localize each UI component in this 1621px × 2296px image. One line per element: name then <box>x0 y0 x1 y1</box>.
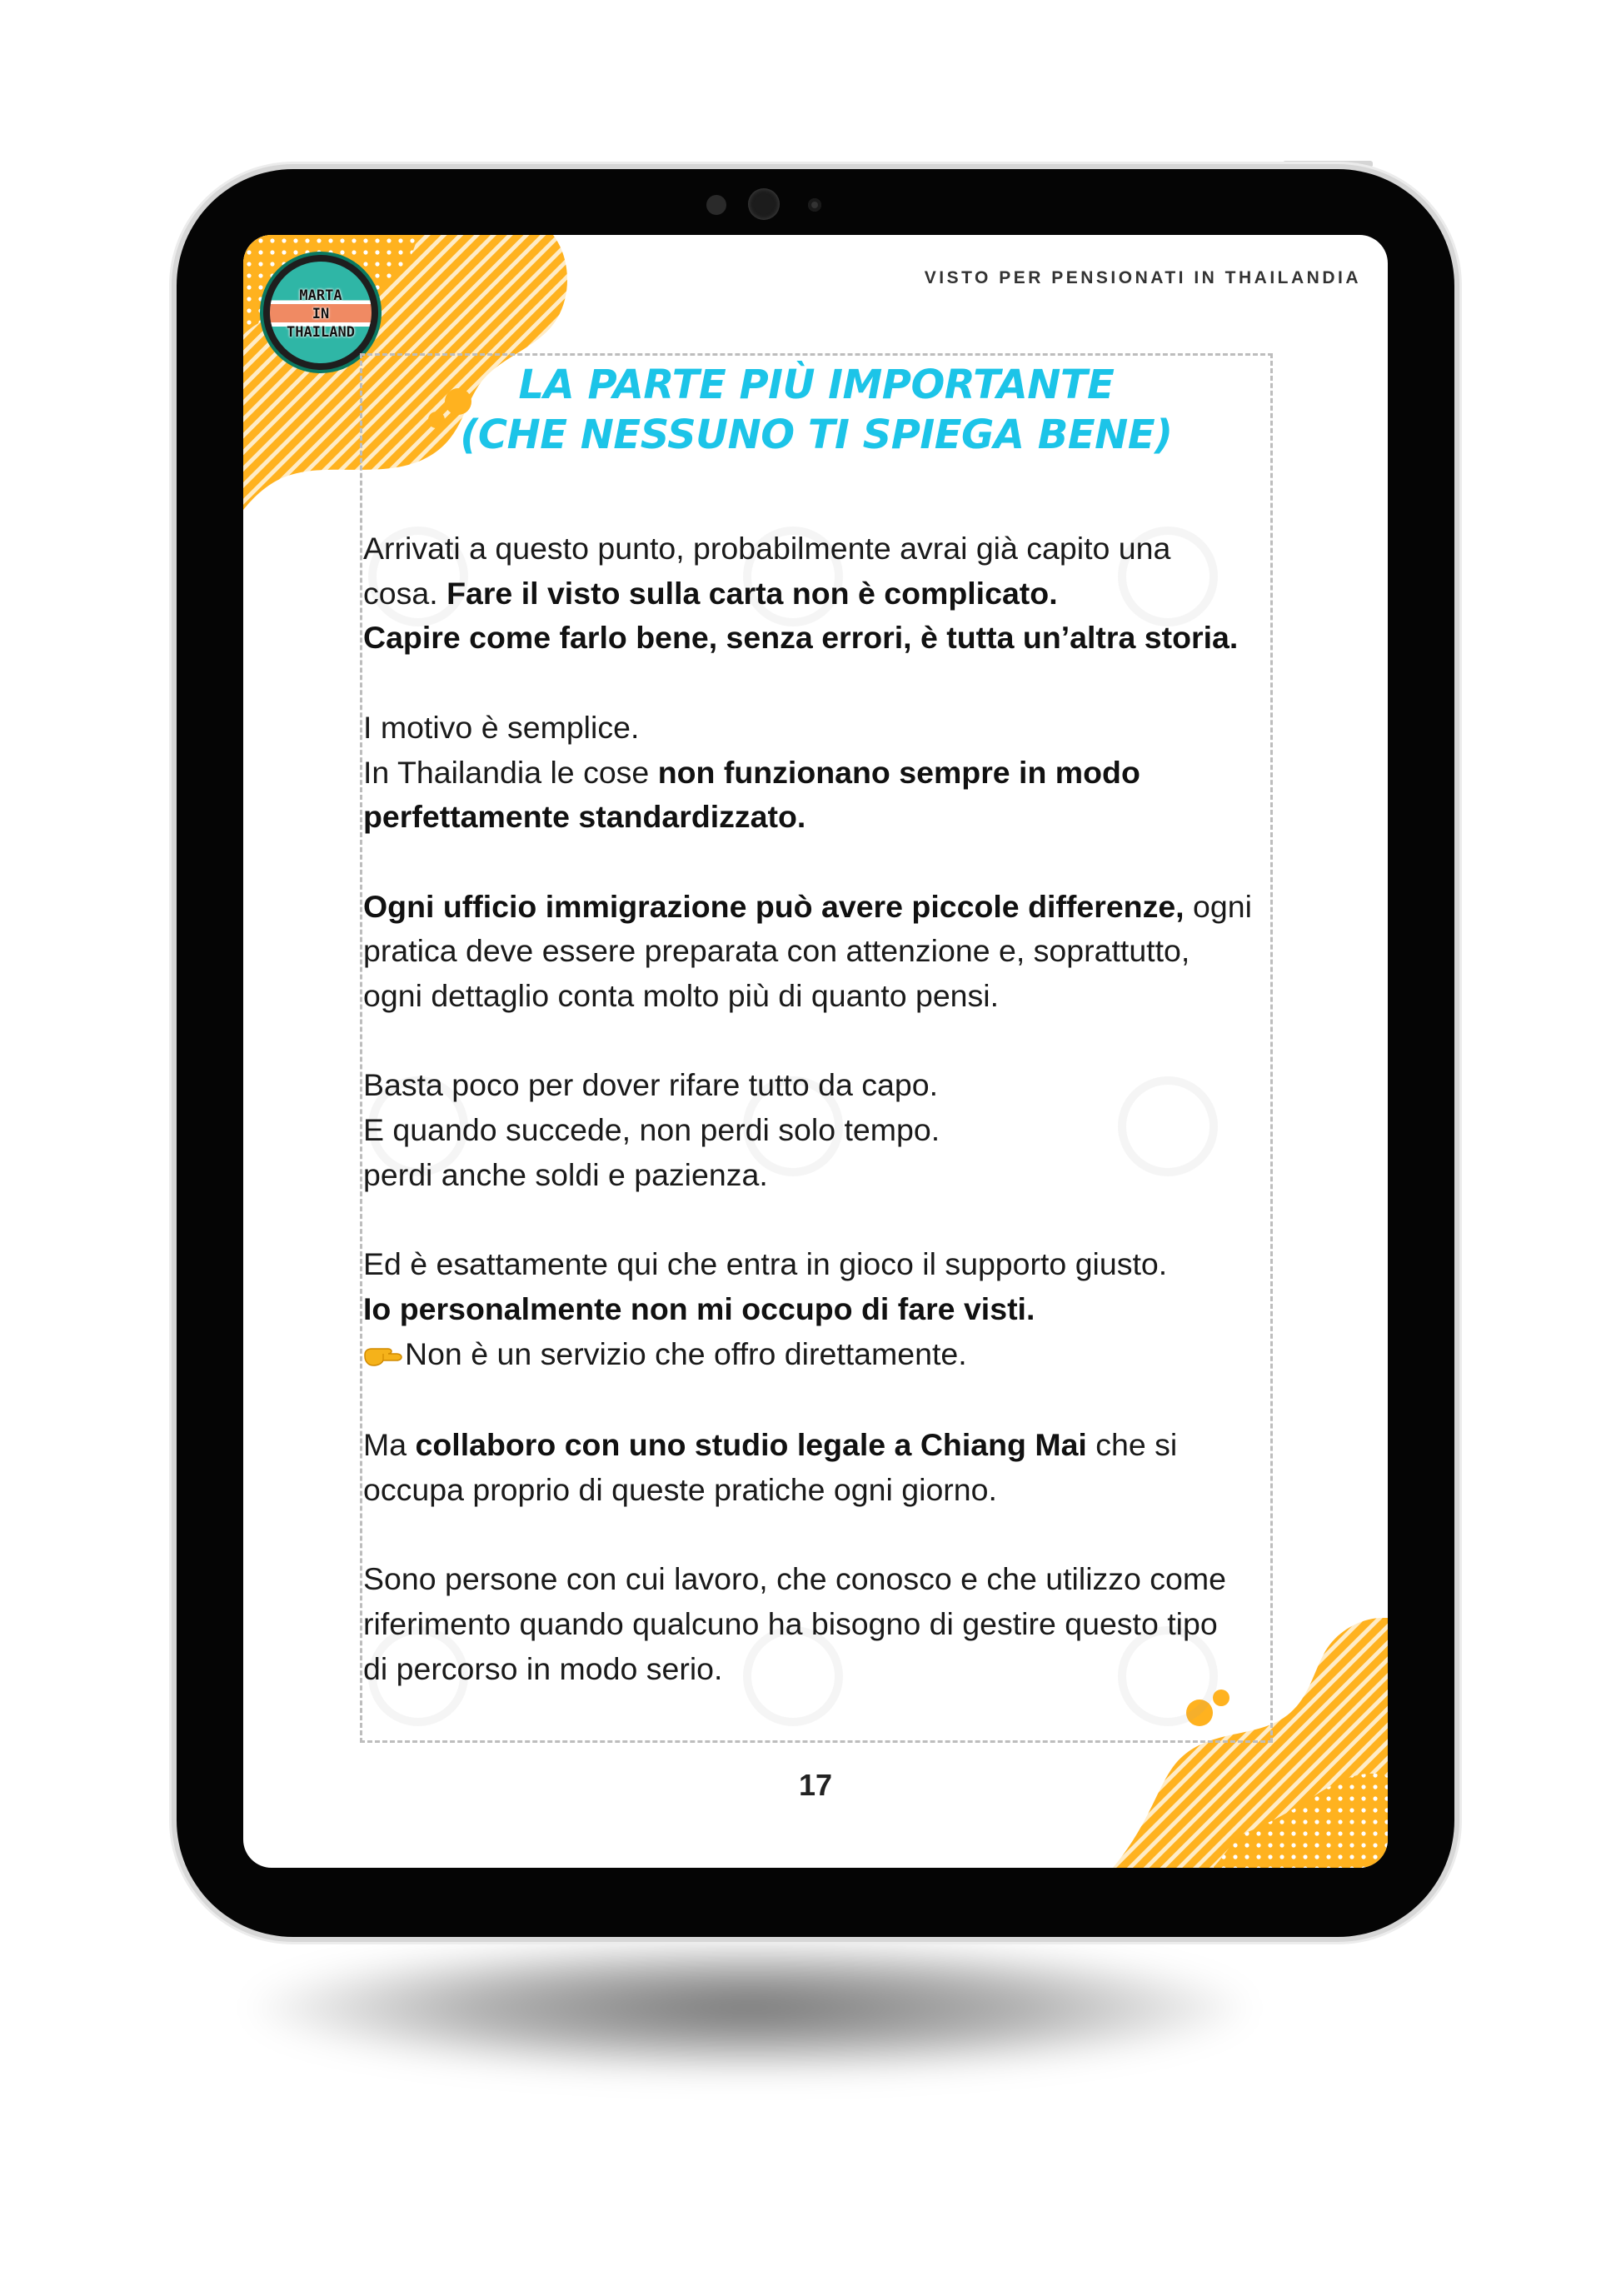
logo-text <box>263 287 378 342</box>
paragraph <box>363 706 1276 840</box>
paragraph <box>363 1423 1276 1512</box>
ebook-page <box>243 235 1388 1868</box>
text-segment: ogni <box>1184 888 1252 924</box>
paragraph <box>363 1557 1276 1691</box>
page-number: 17 <box>798 1768 833 1802</box>
text-line: Basta poco per dover rifare tutto da capo. <box>363 1067 938 1103</box>
text-segment: In Thailandia le cose <box>363 754 658 790</box>
paragraph <box>363 885 1276 1019</box>
text-segment: Non è un servizio che offro direttamente. <box>405 1335 967 1371</box>
power-button <box>1283 161 1373 167</box>
body-text <box>363 527 1276 1736</box>
text-line: ogni dettaglio conta molto più di quanto pensi. <box>363 978 1000 1013</box>
bold-text: Io personalmente non mi occupo di fare visti. <box>363 1290 1035 1326</box>
section-title-line-1: LA PARTE PIÙ IMPORTANTE <box>518 362 1115 408</box>
bold-text: Fare il visto sulla carta non è complicato. <box>446 575 1058 611</box>
section-title <box>360 360 1273 460</box>
text-segment: Ma <box>363 1427 416 1463</box>
text-line: perdi anche soldi e pazienza. <box>363 1156 768 1192</box>
text-line <box>363 1423 1276 1468</box>
pointing-hand-icon <box>363 1334 405 1379</box>
text-segment: che si <box>1086 1427 1178 1463</box>
bold-text: non funzionano sempre in modo <box>657 754 1140 790</box>
running-head: VISTO PER PENSIONATI IN THAILANDIA <box>924 268 1361 287</box>
text-line: riferimento quando qualcuno ha bisogno di gestire questo tipo <box>363 1606 1218 1642</box>
camera-lens-icon <box>748 188 780 220</box>
bold-text: perfettamente standardizzato. <box>363 799 806 835</box>
text-line: E quando succede, non perdi solo tempo. <box>363 1112 940 1148</box>
text-line: occupa proprio di queste pratiche ogni giorno. <box>363 1471 997 1507</box>
paragraph <box>363 527 1276 661</box>
text-segment: cosa. <box>363 575 447 611</box>
volume-down-button <box>1455 398 1462 477</box>
bold-text: Capire come farlo bene, senza errori, è tutta un’altra storia. <box>363 620 1239 656</box>
text-line <box>363 751 1276 796</box>
text-line: Sono persone con cui lavoro, che conosco e che utilizzo come <box>363 1561 1227 1597</box>
text-line: I motivo è semplice. <box>363 709 640 745</box>
bold-text: Ogni ufficio immigrazione può avere piccole differenze, <box>363 888 1185 924</box>
text-line: Arrivati a questo punto, probabilmente avrai già capito una <box>363 531 1171 566</box>
text-line <box>363 885 1276 930</box>
paragraph <box>363 1063 1276 1197</box>
bold-text: collaboro con uno studio legale a Chiang Mai <box>415 1427 1087 1463</box>
text-line: pratica deve essere preparata con attenzione e, soprattutto, <box>363 933 1190 969</box>
text-line <box>363 1332 1276 1379</box>
tablet-shadow <box>250 1941 1249 2074</box>
text-line: di percorso in modo serio. <box>363 1650 723 1686</box>
camera-sensor-icon <box>808 198 821 212</box>
text-line <box>363 572 1276 616</box>
logo-text-line: MARTA <box>299 287 342 304</box>
logo-text-line: THAILAND <box>287 324 355 341</box>
camera-dot-icon <box>706 195 726 215</box>
paragraph <box>363 1242 1276 1378</box>
volume-up-button <box>1455 307 1462 385</box>
logo-text-line: IN <box>312 306 330 322</box>
section-title-line-2: (CHE NESSUNO TI SPIEGA BENE) <box>460 412 1173 458</box>
text-line: Ed è esattamente qui che entra in gioco il supporto giusto. <box>363 1246 1168 1282</box>
